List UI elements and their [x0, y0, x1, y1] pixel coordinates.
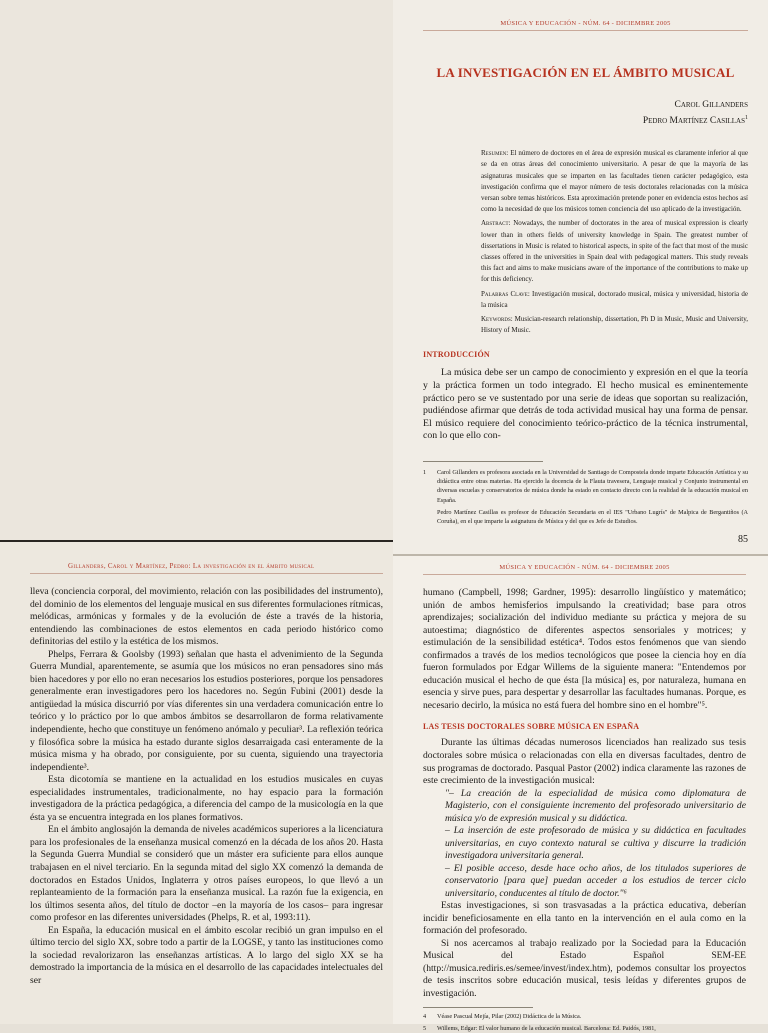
footnote-1-number: 1 [423, 468, 427, 476]
keywords-text: Musician-research relationship, dissertation, Ph D in Music, Music and University, History of Music. [481, 315, 748, 335]
paragraph-1: lleva (conciencia corporal, del movimiento, relación con las posibilidades del instrumento), del dominio de los elementos del lenguaje musical en sus diferentes formulaciones rítmicas, melódicas, armónicas y formales y de la evolución de éste a través de la historia, entendiendo las combinaciones de estos elementos en cada periodo histórico como definitorias del estilo y la estética de los mismos. [30, 586, 384, 648]
paragraph-1: humano (Campbell, 1998; Gardner, 1995): desarrollo lingüístico y matemático; unión de ambos hemisferios impulsando la creatividad; base para otros aprendizajes; socialización del individuo mediante su práctica y mejora de su autoestima; diagnóstico de diferentes aspectos sensoriales y motrices; y estimulación de la sensibilidad estética⁴. Todos estos fenómenos que van siendo confirmados a través de los medios tecnológicos que posee la ciencia hoy en día fueron formulados por Edgar Willems de la siguiente manera: "Entendemos por educación musical el hecho de que ésta [la música] es, por naturaleza, humana en esencia y sirve pues, para despertar y desarrollar las facultades humanas. Porque, es necesario decirlo, la música no está fuera del hombre sino en el hombre"⁵. [423, 587, 746, 711]
running-head: MÚSICA Y EDUCACIÓN - NÚM. 64 - DICIEMBRE 2005 [500, 20, 671, 27]
abstract-text: Nowadays, the number of doctorates in the area of musical expression is clearly lower than in others fields of university knowledge in Spain. The greatest number of dissertations in Music is related to historical aspects, in spite of the fact that most of the music classes offered in the universities in Spain deal with pedagogical matters. This study reveals this fact and aims to make musicians aware of the importance of the contributions to make up for this deficiency. [481, 219, 748, 284]
resumen-label: Resumen: [481, 149, 509, 158]
page-number: 85 [738, 534, 748, 546]
footnote-5-number: 5 [423, 1024, 427, 1032]
abstract-label: Abstract: [481, 219, 511, 228]
blank-page-top-left [0, 0, 393, 542]
footnote-1 [423, 468, 748, 505]
section-heading-intro: INTRODUCCIÓN [423, 350, 490, 360]
resumen-text: El número de doctores en el área de expresión musical es claramente inferior al que se da en otras áreas del conocimiento universitario. A pesar de que la mayoría de las asignaturas musicales que se imparten en las facultades tienen carácter pedagógico, esta investigación confirma que el mayor número de tesis doctorales relacionadas con la música versan sobre temas históricos. Esta aproximación pretende poner en evidencia estos hechos así como la necesidad de que los músicos tomen conciencia del uso aplicado de la investigación. [481, 149, 748, 214]
palabras-text: Investigación musical, doctorado musical, música y universidad, historia de la música [481, 289, 749, 309]
resumen [481, 148, 748, 215]
page-85 [393, 0, 768, 556]
footnote-1-continued: Pedro Martínez Casillas es profesor de Educación Secundaria en el IES "Urbano Lugrís" de Malpica de Bergantiños (A Coruña), en el que imparte la asignatura de Música y del que es Jefe de Estudios. [437, 508, 748, 525]
author-2-name: Pedro Martínez Casillas [642, 116, 745, 127]
abstract-block [481, 148, 748, 336]
page-left-bottom [0, 542, 393, 1024]
keywords [481, 314, 748, 336]
footnote-rule [423, 461, 543, 462]
header-rule [423, 30, 748, 31]
palabras-clave [481, 289, 748, 311]
paragraph-4: Si nos acercamos al trabajo realizado por la Sociedad para la Educación Musical del Estado Español SEM-EE (http://musica.rediris.es/semee/invest/index.htm), podemos consultar los proyectos de tesis inscritos sobre educación musical, tesis leídas y diferentes grupos de investigación. [423, 937, 746, 999]
footnote-5 [423, 1024, 746, 1033]
footnote-4 [423, 1012, 746, 1021]
header-rule-left [30, 573, 383, 574]
section-heading-tesis: LAS TESIS DOCTORALES SOBRE MÚSICA EN ESPAÑA [423, 722, 640, 732]
abstract-en [481, 218, 748, 285]
paragraph-4: En el ámbito anglosajón la demanda de niveles académicos superiores a la licenciatura para los profesionales de la enseñanza musical comenzó en la década de los años 20. Hasta la Segunda Guerra Mundial se consideró que un máster era suficiente para ellos aunque trabajasen en el nivel terciario. En la segunda mitad del siglo XX comenzó la demanda de doctorados en Estados Unidos, Inglaterra y otros países europeos, lo que llevó a un replanteamiento de la formación para la enseñanza musical. La razón fue la exigencia, en los últimos sesenta años, del título de doctor –en la mayoría de los casos– para ingresar como profesor en las diferentes universidades (Phelps, R. et al, 1993:11). [30, 824, 383, 924]
footnote-5-text: Willems, Edgar: El valor humano de la educación musical. Barcelona: Ed. Paidós, 1981, [437, 1024, 656, 1032]
header-rule-right [423, 574, 746, 575]
author-1: Carol Gillanders [674, 100, 748, 110]
intro-paragraph: La música debe ser un campo de conocimiento y expresión en el que la teoría y la práctica formen un todo integrado. El hecho musical es eminentemente práctico pero se ve sustentado por una serie de ideas que soportan su realización, pudiéndose afirmar que detrás de toda actividad musical hay una forma de pensar. El músico requiere del conocimiento teórico-práctico de la técnica instrumental, con lo que ello con- [423, 367, 748, 442]
paragraph-2: Durante las últimas décadas numerosos licenciados han realizado sus tesis doctorales sobre música o relacionadas con ella en diversas facultades, dentro de sus programas de doctorado. Pasqual Pastor (2002) indica claramente las razones de este crecimiento de la investigación musical: [423, 737, 746, 787]
page-right-bottom [393, 556, 768, 1032]
footnote-4-number: 4 [423, 1012, 427, 1020]
footnote-rule [423, 1007, 533, 1008]
footnote-4-text: Véase Pascual Mejía, Pilar (2002) Didáctica de la Música. [437, 1012, 582, 1020]
paragraph-2: Phelps, Ferrara & Goolsby (1993) señalan que hasta el advenimiento de la Segunda Guerra Mundial, aparentemente, se asumía que los músicos no eran pensadores sino más bien hacedores y por ello no eran necesarios los estudios posteriores, porque los pensadores generalmente eran investigadores pero los hacedores no. Según Fubini (2001) desde la antigüedad la música discurrió por vías diferentes sin una verdadera comunicación entre lo teórico y lo práctico por lo que ambos ámbitos se desarrollaron de forma relativamente independiente, hecho que constituye un fenómeno anómalo y peculiar³. La reflexión teórica y filosófica sobre la música ha estado durante siglos desarraigada casi enteramente de la música misma y ha obrado, por consiguiente, por su cuenta, siguiendo una trayectoria independiente³. [30, 648, 383, 773]
quote-3: – El posible acceso, desde hace ocho años, de los titulados superiores de conservatorio [para que] puedan acceder a los estudios de tercer ciclo universitario, conducentes al título de doctor."⁶ [445, 862, 746, 899]
footnote-1-text: Carol Gillanders es profesora asociada en la Universidad de Santiago de Compostela donde imparte Educación Artística y su didáctica entre otras materias. Ha ejercido la docencia de la Flauta travesera, Lenguaje musical y Conjunto instrumental en diversas escuelas y conservatorios de música donde ha estado en contacto directo con la realidad de la educación musical en España. [437, 468, 748, 504]
palabras-label: Palabras Clave: [481, 289, 530, 298]
quote-2: – La inserción de este profesorado de música y su didáctica en facultades universitarias, en cuyo contexto natural se cultiva y discurre la tradición investigadora universitaria general. [445, 825, 746, 862]
paragraph-5: En España, la educación musical en el ámbito escolar recibió un gran impulso en el último tercio del siglo XX, sobre todo a partir de la LOGSE, y tanto las instituciones como la sociedad revalorizaron las enseñanzas artísticas. A lo largo del siglo XX se ha demostrado la importancia de la música en el desarrollo de las capacidades intelectuales del ser [30, 924, 383, 986]
keywords-label: Keywords: [481, 315, 513, 323]
running-head-left: Gillanders, Carol y Martínez, Pedro: La investigación en el ámbito musical [68, 562, 315, 570]
author-2 [423, 112, 748, 128]
running-head-right: MÚSICA Y EDUCACIÓN - NÚM. 64 - DICIEMBRE 2005 [499, 564, 670, 571]
article-title: LA INVESTIGACIÓN EN EL ÁMBITO MUSICAL [436, 65, 735, 80]
paragraph-3: Estas investigaciones, si son trasvasadas a la práctica educativa, deberían incidir beneficiosamente en ella tanto en la intervención en el aula como en la formación del profesorado. [423, 900, 746, 937]
quote-1: "– La creación de la especialidad de música como diplomatura de Magisterio, con el consiguiente incremento del profesorado universitario de música y/o de expresión musical y su didáctica. [445, 787, 746, 824]
paragraph-3: Esta dicotomía se mantiene en la actualidad en los estudios musicales en cuyas especialidades instrumentales, tradicionalmente, no hay espacio para la formación investigadora de la práctica pedagógica, a diferencia del campo de la musicología en la que ésta ya se encuentra integrada en los planes formativos. [30, 774, 383, 823]
author-2-footnote-ref: 1 [745, 115, 748, 121]
